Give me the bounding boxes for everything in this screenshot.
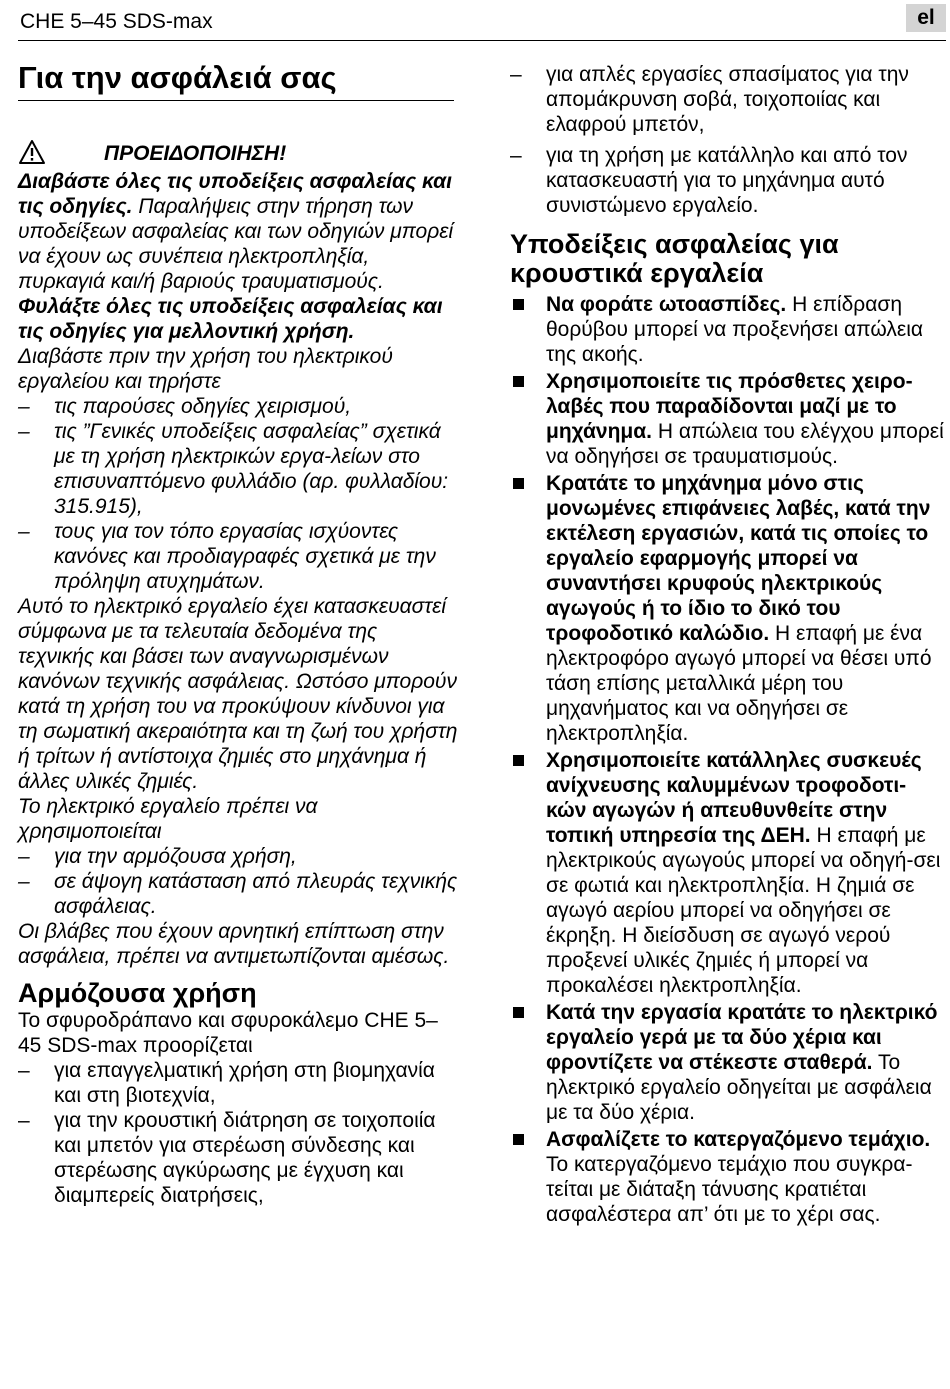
warning-triangle-icon [18,139,46,165]
bullet-square-icon [513,376,524,387]
warning-bold-1: Διαβάστε όλες τις υποδείξεις ασφαλείας και τις οδηγίες. [18,170,452,218]
list-item: – τις ”Γενικές υποδείξεις ασφαλείας” σχετικά με τη χρήση ηλεκτρικών εργα-λείων στο επισυναπτόμενο φυλλάδιο (αρ. φυλλαδίου: 315.915), [18,420,449,518]
bullet-item: Κρατάτε το μηχάνημα μόνο στις μονωμένες επιφάνειες λαβές, κατά την εκτέλεση εργασιών, κατά τις οποίες το εργαλείο εφαρμογής μπορεί να συναντήσει κρυφούς ηλεκτρικούς αγωγούς ή το ίδιο το δικό του τροφοδοτικό καλώδιο. Η επαφή με ένα ηλεκτροφόρο αγωγό μπορεί να θέσει υπό τάση επίσης μεταλλικά μέρη του μηχανήματος και να οδηγήσει σε ηλεκτροπληξία. [510,471,944,746]
bullet-item: Κατά την εργασία κρατάτε το ηλεκτρικό εργαλείο γερά με τα δύο χέρια και φροντίζετε να στέκεστε σταθερά. Το ηλεκτρικό εργαλείο οδηγείται με ασφάλεια με τα δύο χέρια. [510,1000,944,1125]
warning-heading [18,139,458,167]
page-header [18,0,946,41]
bullet-square-icon [513,1007,524,1018]
list-item: – τις παρούσες οδηγίες χειρισμού, [18,395,352,418]
warning-paragraph [18,169,458,344]
model-name: CHE 5–45 SDS-max [20,10,213,33]
defects-paragraph: Οι βλάβες που έχουν αρνητική επίπτωση στην ασφάλεια, πρέπει να αντιμετωπίζονται αμέσως. [18,920,450,968]
intended-use-heading: Αρμόζουσα χρήση [18,978,257,1008]
bullet-square-icon [513,1134,524,1145]
list-item: – για την αρμόζουσα χρήση, [18,845,297,868]
built-paragraph: Αυτό το ηλεκτρικό εργαλείο έχει κατασκευαστεί σύμφωνα με τα τελευταία δεδομένα της τεχνικής και βάσει των αναγνωρισμένων κανόνων τεχνικής ασφάλειας. Ωστόσο μπορούν κατά τη χρήση του να προκύψουν κίνδυνοι για τη σωματική ακεραιότητα και τη ζωή του χρήστη ή τρίτων ή αντίστοιχα ζημιές στο μηχάνημα ή άλλες υλικές ζημιές. [18,595,458,793]
warning-text-1: Παραλήψεις στην τήρηση των υποδείξεων ασφαλείας και των οδηγιών μπορεί να έχουν ως συνέπεια ηλεκτροπληξία, πυρκαγιά και/ή βαριούς τραυματισμούς. [18,195,454,293]
warning-bold-2: Φυλάξτε όλες τις υποδείξεις ασφαλείας και τις οδηγίες για μελλοντική χρήση. [18,295,443,343]
right-content [510,62,944,1227]
language-tab: el [906,4,946,32]
bullet-item: Ασφαλίζετε το κατεργαζόμενο τεμάχιο. Το κατεργαζόμενο τεμάχιο που συγκρα-τείται με διάταξη τάνυσης κρατιέται ασφαλέστερα απ’ ότι με το χέρι σας. [510,1127,944,1227]
list-item: – για επαγγελματική χρήση στη βιομηχανία και στη βιοτεχνία, [18,1059,435,1107]
list-item: – για την κρουστική διάτρηση σε τοιχοποιία και μπετόν για στερέωση σύνδεσης και στερέωσης αγκύρωσης με έγχυση και διαμπερείς διατρήσεις, [18,1109,436,1207]
warning-label: ΠΡΟΕΙΔΟΠΟΙΗΣΗ! [104,142,287,165]
bullet-square-icon [513,755,524,766]
list-item: – για τη χρήση με κατάλληλο και από τον κατασκευαστή για το μηχάνημα αυτό συνιστώμενο εργαλείο. [510,144,908,217]
warning-block [18,139,458,1208]
read-intro: Διαβάστε πριν την χρήση του ηλεκτρικού εργαλείου και τηρήστε [18,345,393,393]
list-item: – τους για τον τόπο εργασίας ισχύοντες κανόνες και προδιαγραφές σχετικά με την πρόληψη ατυχημάτων. [18,520,436,593]
purpose-intro: Το σφυροδράπανο και σφυροκάλεμο CHE 5–45 SDS-max προορίζεται [18,1009,438,1057]
bullet-item: Να φοράτε ωτοασπίδες. Η επίδραση θορύβου μπορεί να προξενήσει απώλεια της ακοής. [510,292,944,367]
list-item: – για απλές εργασίες σπασίματος για την απομάκρυνση σοβά, τοιχοποιίας και ελαφρού μπετόν, [510,63,909,136]
hammer-safety-heading: Υποδείξεις ασφαλείας για κρουστικά εργαλεία [510,229,839,288]
list-item: – σε άψογη κατάσταση από πλευράς τεχνικής ασφάλειας. [18,870,458,918]
bullet-item: Χρησιμοποιείτε τις πρόσθετες χειρο-λαβές που παραδίδονται μαζί με το μηχάνημα. Η απώλεια του ελέγχου μπορεί να οδηγήσει σε τραυματισμούς. [510,369,944,469]
section-title: Για την ασφάλειά σας [18,58,454,101]
bullet-item: Χρησιμοποιείτε κατάλληλες συσκευές ανίχνευσης καλυμμένων τροφοδοτι-κών αγωγών ή απευθυνθείτε στην τοπική υπηρεσία της ΔΕΗ. Η επαφή με ηλεκτρικούς αγωγούς μπορεί να οδηγή-σει σε φωτιά και ηλεκτροπληξία. Η ζημιά σε αγωγό αερίου μπορεί να οδηγήσει σε έκρηξη. Η διείσδυση σε αγωγό νερού προξενεί υλικές ζημιές ή μπορεί να προκαλέσει ηλεκτροπληξία. [510,748,944,998]
bullet-square-icon [513,299,524,310]
use-intro: Το ηλεκτρικό εργαλείο πρέπει να χρησιμοποιείται [18,795,318,843]
bullet-square-icon [513,478,524,489]
